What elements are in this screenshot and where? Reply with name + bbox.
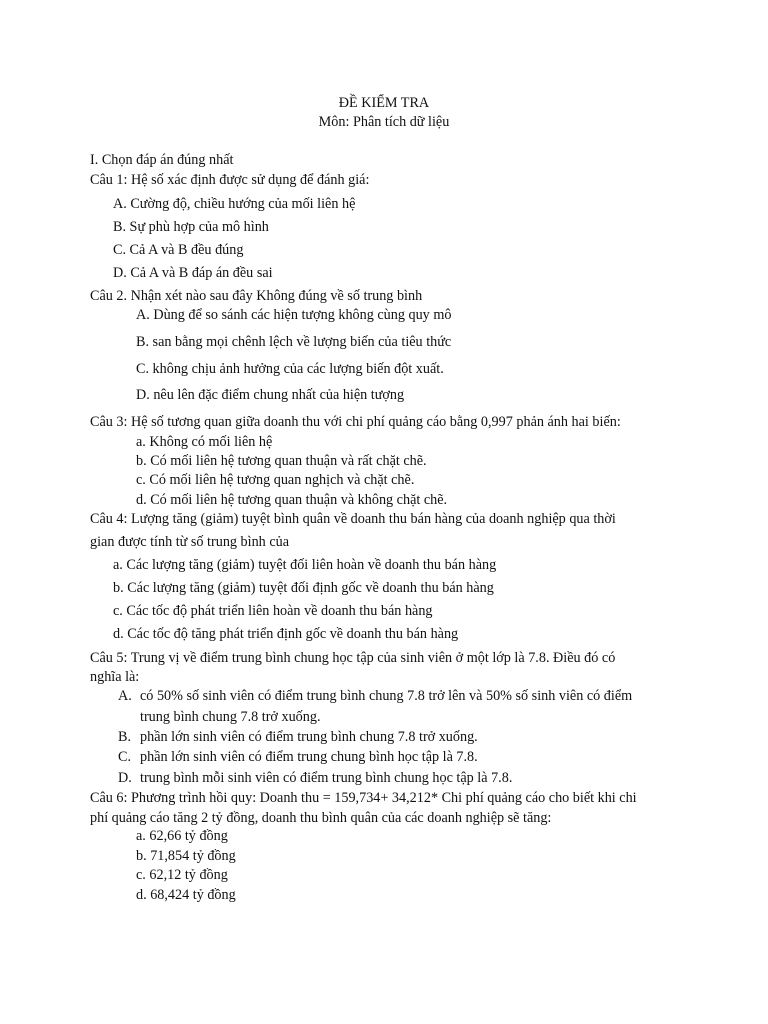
question-4-option-c: c. Các tốc độ phát triển liên hoàn về doanh thu bán hàng [113,603,433,619]
question-2-option-b: B. san bằng mọi chênh lệch về lượng biến của tiêu thức [136,334,452,350]
question-6-option-b: b. 71,854 tỷ đồng [136,848,236,864]
question-2-option-a: A. Dùng để so sánh các hiện tượng không cùng quy mô [136,307,452,323]
section-heading: I. Chọn đáp án đúng nhất [90,152,234,168]
question-4-text-line1: Câu 4: Lượng tăng (giảm) tuyệt bình quân về doanh thu bán hàng của doanh nghiệp qua thời [90,511,616,527]
question-4-option-b: b. Các lượng tăng (giảm) tuyệt đối định gốc về doanh thu bán hàng [113,580,494,596]
question-1-text: Câu 1: Hệ số xác định được sử dụng để đánh giá: [90,172,370,188]
question-2-option-c: C. không chịu ảnh hưởng của các lượng biến đột xuất. [136,361,444,377]
question-1-option-a: A. Cường độ, chiều hướng của mối liên hệ [113,196,356,212]
question-5-option-b-text: phần lớn sinh viên có điểm trung bình chung 7.8 trở xuống. [140,729,478,745]
question-5-option-a-line2: trung bình chung 7.8 trở xuống. [140,709,321,725]
document-title: ĐỀ KIỂM TRA [338,95,430,111]
question-3-option-c: c. Có mối liên hệ tương quan nghịch và chặt chẽ. [136,472,415,488]
question-6-option-d: d. 68,424 tỷ đồng [136,887,236,903]
question-4-option-a: a. Các lượng tăng (giảm) tuyệt đối liên hoàn về doanh thu bán hàng [113,557,497,573]
question-3-option-d: d. Có mối liên hệ tương quan thuận và không chặt chẽ. [136,492,448,508]
question-4-option-d: d. Các tốc độ tăng phát triển định gốc về doanh thu bán hàng [113,626,459,642]
question-6-text-line2: phí quảng cáo tăng 2 tỷ đồng, doanh thu bình quân của các doanh nghiệp sẽ tăng: [90,810,552,826]
question-6-option-c: c. 62,12 tỷ đồng [136,867,228,883]
question-3-option-a: a. Không có mối liên hệ [136,434,273,450]
question-3-text: Câu 3: Hệ số tương quan giữa doanh thu với chi phí quảng cáo bằng 0,997 phản ánh hai biến: [90,414,621,430]
question-5-text-line2: nghĩa là: [90,669,140,685]
question-4-text-line2: gian được tính từ số trung bình của [90,534,290,550]
question-3-option-b: b. Có mối liên hệ tương quan thuận và rất chặt chẽ. [136,453,427,469]
question-5-option-a-label: A. [118,688,132,704]
question-5-option-d-text: trung bình mỗi sinh viên có điểm trung bình chung học tập là 7.8. [140,770,513,786]
document-subtitle: Môn: Phân tích dữ liệu [318,114,450,130]
question-6-option-a: a. 62,66 tỷ đồng [136,828,228,844]
question-1-option-d: D. Cả A và B đáp án đều sai [113,265,273,281]
question-1-option-c: C. Cả A và B đều đúng [113,242,244,258]
question-2-text: Câu 2. Nhận xét nào sau đây Không đúng về số trung bình [90,288,423,304]
question-5-option-a-line1: có 50% số sinh viên có điểm trung bình chung 7.8 trở lên và 50% số sinh viên có điểm [140,688,633,704]
question-5-option-c-label: C. [118,749,132,765]
question-5-option-b-label: B. [118,729,132,745]
question-1-option-b: B. Sự phù hợp của mô hình [113,219,269,235]
question-2-option-d: D. nêu lên đặc điểm chung nhất của hiện tượng [136,387,405,403]
question-5-option-c-text: phần lớn sinh viên có điểm trung chung bình học tập là 7.8. [140,749,478,765]
question-5-option-d-label: D. [118,770,132,786]
question-6-text-line1: Câu 6: Phương trình hồi quy: Doanh thu = 159,734+ 34,212* Chi phí quảng cáo cho biết khi chi [90,790,637,806]
question-5-text-line1: Câu 5: Trung vị về điểm trung bình chung học tập của sinh viên ở một lớp là 7.8. Điều đó có [90,650,616,666]
